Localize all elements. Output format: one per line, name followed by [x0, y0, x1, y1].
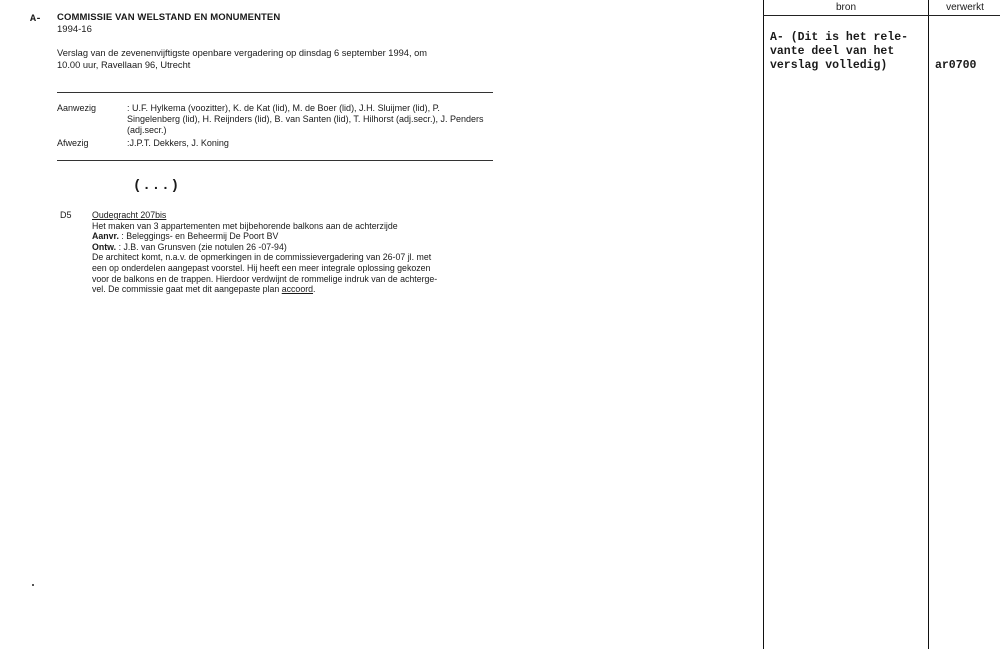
- item-address: Oudegracht 207bis: [92, 210, 167, 220]
- bron-note-line: verslag volledig): [770, 59, 888, 72]
- item-text-line: voor de balkons en de trappen. Hierdoor verdwijnt de rommelige indruk van de achterge-: [92, 273, 438, 284]
- bron-note-line: vante deel van het: [770, 45, 895, 58]
- applicant-label: Aanvr.: [92, 231, 119, 242]
- present-label: Aanwezig: [57, 103, 97, 113]
- item-text-last-line: [92, 284, 492, 295]
- item-description: Het maken van 3 appartementen met bijbehorende balkons aan de achterzijde: [92, 220, 398, 231]
- agenda-item: [92, 210, 492, 295]
- item-designer: [92, 242, 492, 253]
- last-line-suffix: .: [313, 284, 316, 295]
- verwerkt-header: verwerkt: [946, 2, 984, 13]
- divider-bottom: [57, 160, 493, 161]
- verdict: accoord: [281, 284, 314, 295]
- omission-marker: (...): [133, 178, 181, 194]
- scan-speck: [32, 584, 34, 586]
- absent-label: Afwezig: [57, 138, 89, 148]
- divider-top: [57, 92, 493, 93]
- designer-label: Ontw.: [92, 241, 117, 252]
- document-year: 1994-16: [57, 24, 92, 35]
- column-header-rule: [763, 15, 1000, 16]
- document-mark: A-: [30, 14, 42, 25]
- column-border-left: [763, 0, 764, 649]
- present-value: : U.F. Hylkema (voozitter), K. de Kat (lid), M. de Boer (lid), J.H. Sluijmer (lid), P. Singelenberg (lid), H. Reijnders (lid), B. van Santen (lid), T. Hilhorst (adj.secr.), J. Penders (adj.secr.): [127, 103, 484, 135]
- column-border-middle: [928, 0, 929, 649]
- bron-header: bron: [835, 2, 856, 13]
- item-applicant: [92, 231, 492, 242]
- item-code: D5: [60, 210, 72, 220]
- report-description: [57, 47, 477, 71]
- applicant-value: : Beleggings- en Beheermij De Poort BV: [121, 231, 279, 242]
- item-text-line: De architect komt, n.a.v. de opmerkingen in de commissievergadering van 26-07 jl. met: [92, 252, 432, 263]
- designer-value: : J.B. van Grunsven (zie notulen 26 -07-94): [118, 241, 287, 252]
- absent-value: :J.P.T. Dekkers, J. Koning: [127, 138, 229, 148]
- bron-note: [770, 31, 926, 73]
- document-title: COMMISSIE VAN WELSTAND EN MONUMENTEN: [57, 12, 281, 23]
- verwerkt-code: ar0700: [935, 59, 977, 72]
- report-line-2: 10.00 uur, Ravellaan 96, Utrecht: [57, 60, 191, 70]
- bron-note-line: A- (Dit is het rele-: [770, 31, 909, 44]
- report-line-1: Verslag van de zevenenvijftigste openbare vergadering op dinsdag 6 september 1994, om: [57, 48, 428, 58]
- last-line-prefix: vel. De commissie gaat met dit aangepaste plan: [92, 284, 282, 295]
- item-text-line: een op onderdelen aangepast voorstel. Hij heeft een meer integrale oplossing gekozen: [92, 262, 431, 273]
